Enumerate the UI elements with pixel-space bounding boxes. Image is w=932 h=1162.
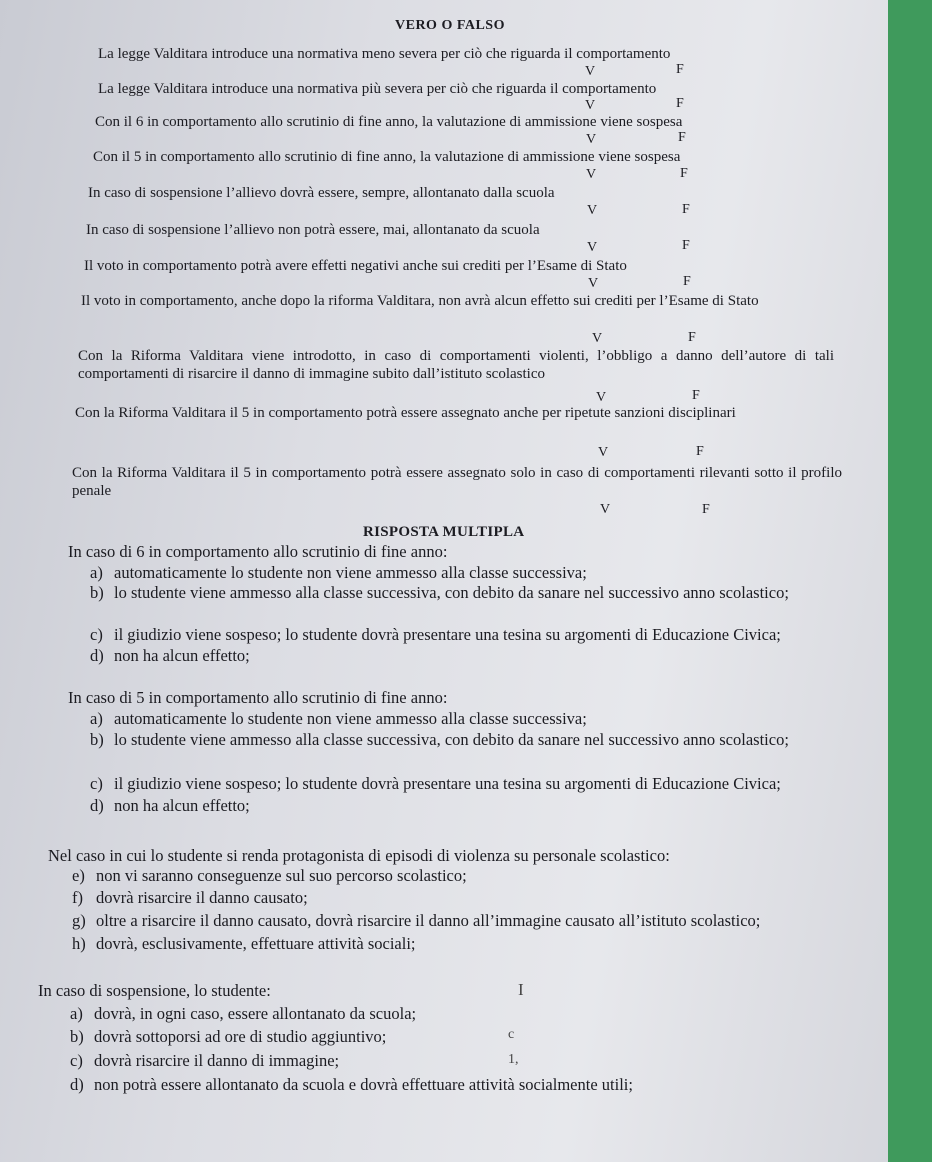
mc-option[interactable] xyxy=(70,1050,850,1071)
option-text: dovrà, esclusivamente, effettuare attività sociali; xyxy=(96,934,416,953)
tf-false-option-8[interactable]: F xyxy=(688,330,696,345)
mc-option[interactable] xyxy=(90,562,830,583)
mc-option[interactable] xyxy=(72,933,852,954)
option-letter: c) xyxy=(90,774,103,793)
option-text: il giudizio viene sospeso; lo studente dovrà presentare una tesina su argomenti di Educazione Civica; xyxy=(114,625,781,644)
tf-true-option-5[interactable]: V xyxy=(587,203,598,218)
tf-false-option-2[interactable]: F xyxy=(676,96,684,111)
tf-statement-6: In caso di sospensione l’allievo non potrà essere, mai, allontanato da scuola xyxy=(86,222,540,238)
option-text: lo studente viene ammesso alla classe successiva, con debito da sanare nel successivo anno scolastico; xyxy=(114,583,789,602)
mc-option[interactable] xyxy=(90,708,830,729)
option-letter: e) xyxy=(72,866,85,885)
mc-question-1: In caso di 6 in comportamento allo scrutinio di fine anno: xyxy=(68,542,448,561)
tf-false-option-4[interactable]: F xyxy=(680,166,688,181)
tf-true-option-3[interactable]: V xyxy=(586,132,597,147)
tf-statement-4: Con il 5 in comportamento allo scrutinio di fine anno, la valutazione di ammissione viene sospesa xyxy=(93,149,681,165)
mc-option[interactable] xyxy=(72,865,852,886)
tf-true-option-10[interactable]: V xyxy=(598,445,609,460)
mc-option[interactable] xyxy=(70,1026,850,1047)
mc-option[interactable] xyxy=(90,582,855,603)
tf-false-option-6[interactable]: F xyxy=(682,238,690,253)
option-text: lo studente viene ammesso alla classe successiva, con debito da sanare nel successivo anno scolastico; xyxy=(114,730,789,749)
mc-question-3: Nel caso in cui lo studente si renda protagonista di episodi di violenza su personale scolastico: xyxy=(48,846,670,865)
page-title: VERO O FALSO xyxy=(395,18,505,33)
option-text: non potrà essere allontanato da scuola e dovrà effettuare attività socialmente utili; xyxy=(94,1075,633,1094)
margin-mark: 1, xyxy=(508,1052,519,1067)
option-text: il giudizio viene sospeso; lo studente dovrà presentare una tesina su argomenti di Educazione Civica; xyxy=(114,774,781,793)
option-text: oltre a risarcire il danno causato, dovrà risarcire il danno all’immagine causato all’istituto scolastico; xyxy=(96,911,761,930)
section-heading: RISPOSTA MULTIPLA xyxy=(363,524,525,540)
option-letter: f) xyxy=(72,888,83,907)
option-letter: c) xyxy=(90,625,103,644)
tf-false-option-7[interactable]: F xyxy=(683,274,691,289)
tf-true-option-1[interactable]: V xyxy=(585,64,596,79)
option-text: non ha alcun effetto; xyxy=(114,796,250,815)
tf-statement-7: Il voto in comportamento potrà avere effetti negativi anche sui crediti per l’Esame di Stato xyxy=(84,258,627,274)
option-text: dovrà sottoporsi ad ore di studio aggiuntivo; xyxy=(94,1027,387,1046)
option-text: automaticamente lo studente non viene ammesso alla classe successiva; xyxy=(114,563,587,582)
tf-statement-3: Con il 6 in comportamento allo scrutinio di fine anno, la valutazione di ammissione viene sospesa xyxy=(95,114,683,130)
tf-false-option-3[interactable]: F xyxy=(678,130,686,145)
option-letter: g) xyxy=(72,911,86,930)
mc-option[interactable] xyxy=(70,1003,850,1024)
tf-statement-11: Con la Riforma Valditara il 5 in comportamento potrà essere assegnato solo in caso di comportamenti rilevanti sotto il profilo penale xyxy=(72,465,842,499)
tf-true-option-7[interactable]: V xyxy=(588,276,599,291)
option-letter: d) xyxy=(90,646,104,665)
mc-option[interactable] xyxy=(90,624,880,645)
option-letter: d) xyxy=(90,796,104,815)
mc-option[interactable] xyxy=(90,795,490,816)
tf-statement-10: Con la Riforma Valditara il 5 in comportamento potrà essere assegnato anche per ripetute sanzioni disciplinari xyxy=(75,405,736,421)
mc-option[interactable] xyxy=(72,910,884,931)
tf-true-option-11[interactable]: V xyxy=(600,502,611,517)
option-letter: h) xyxy=(72,934,86,953)
mc-option[interactable] xyxy=(90,773,882,794)
mc-question-4: In caso di sospensione, lo studente: xyxy=(38,981,271,1000)
option-text: dovrà risarcire il danno di immagine; xyxy=(94,1051,340,1070)
mc-option[interactable] xyxy=(90,729,870,750)
option-letter: a) xyxy=(70,1004,83,1023)
option-letter: a) xyxy=(90,563,103,582)
option-letter: d) xyxy=(70,1075,84,1094)
tf-true-option-8[interactable]: V xyxy=(592,331,603,346)
tf-true-option-6[interactable]: V xyxy=(587,240,598,255)
tf-statement-1: La legge Valditara introduce una normativa meno severa per ciò che riguarda il comportamento xyxy=(98,46,671,62)
tf-statement-9: Con la Riforma Valditara viene introdotto, in caso di comportamenti violenti, l’obbligo a danno dell’autore di tali comportamenti di risarcire il danno di immagine subito dall’istituto scolastico xyxy=(78,348,834,382)
option-text: dovrà risarcire il danno causato; xyxy=(96,888,308,907)
tf-statement-2: La legge Valditara introduce una normativa più severa per ciò che riguarda il comportamento xyxy=(98,81,657,97)
tf-false-option-10[interactable]: F xyxy=(696,444,704,459)
tf-false-option-11[interactable]: F xyxy=(702,502,710,517)
option-letter: a) xyxy=(90,709,103,728)
option-text: dovrà, in ogni caso, essere allontanato da scuola; xyxy=(94,1004,417,1023)
tf-false-option-5[interactable]: F xyxy=(682,202,690,217)
option-letter: c) xyxy=(70,1051,83,1070)
margin-mark: I xyxy=(518,980,524,999)
tf-statement-8: Il voto in comportamento, anche dopo la riforma Valditara, non avrà alcun effetto sui crediti per l’Esame di Stato xyxy=(81,293,759,309)
option-letter: b) xyxy=(90,583,104,602)
margin-mark: c xyxy=(508,1027,515,1042)
mc-option[interactable] xyxy=(72,887,852,908)
option-letter: b) xyxy=(70,1027,84,1046)
mc-option[interactable] xyxy=(70,1074,882,1095)
tf-true-option-9[interactable]: V xyxy=(596,390,607,405)
tf-true-option-2[interactable]: V xyxy=(585,98,596,113)
tf-false-option-1[interactable]: F xyxy=(676,62,684,77)
option-text: automaticamente lo studente non viene ammesso alla classe successiva; xyxy=(114,709,587,728)
tf-false-option-9[interactable]: F xyxy=(692,388,700,403)
mc-option[interactable] xyxy=(90,645,490,666)
tf-statement-5: In caso di sospensione l’allievo dovrà essere, sempre, allontanato dalla scuola xyxy=(88,185,555,201)
mc-question-2: In caso di 5 in comportamento allo scrutinio di fine anno: xyxy=(68,688,448,707)
option-text: non vi saranno conseguenze sul suo percorso scolastico; xyxy=(96,866,467,885)
tf-true-option-4[interactable]: V xyxy=(586,167,597,182)
option-letter: b) xyxy=(90,730,104,749)
option-text: non ha alcun effetto; xyxy=(114,646,250,665)
